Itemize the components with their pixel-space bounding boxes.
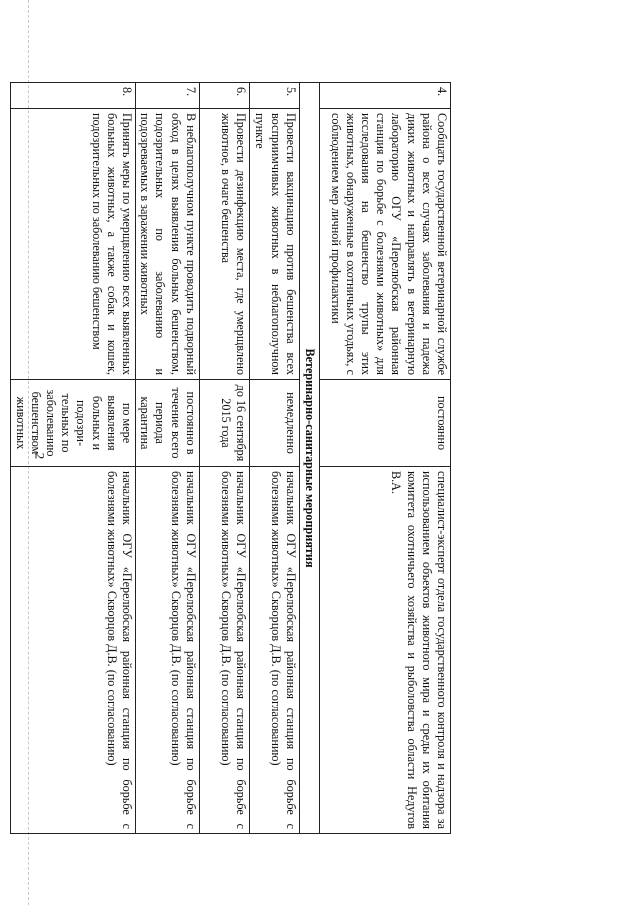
row-term: по мере выявления больных и подозри-тельных по заболеванию бешенством животных: [11, 380, 136, 467]
row-action: Принять меры по умерщвлению всех выявленных больных животных, а также собак и кошек, подозрительных по заболеванию бешенством: [11, 109, 136, 380]
row-term: до 16 сентября 2015 года: [199, 380, 249, 467]
row-term: постоянно: [320, 380, 451, 467]
section-row: [299, 83, 319, 834]
table-row: [320, 83, 451, 834]
row-responsible: начальник ОГУ «Перелюбская районная станция по борьбе с болезнями животных» Скворцов Д.В. (по согласованию): [11, 467, 136, 834]
row-number: 6.: [199, 83, 249, 109]
row-action: Сообщать государственной ветеринарной службе района о всех случаях заболевания и падежа диких животных и направлять в ветеринарную лабораторию ОГУ «Перелюбская районная станция по борьбе с болезнями животных» для исследования на бешенство трупы этих животных, обнаруженные в охотничьих угодьях, с соблюдением мер личной профилактики: [320, 109, 451, 380]
row-action: Провести дезинфекцию места, где умерщвлено животное, в очаге бешенства: [199, 109, 249, 380]
row-number: 8.: [11, 83, 136, 109]
table-sheet: [13, 82, 451, 834]
row-number: 7.: [135, 83, 199, 109]
row-responsible: специалист-эксперт отдела государственного контроля и надзора за использованием объектов животного мира и среды их обитания комитета охотничьего хозяйства и рыболовства области Недугов В.А.: [320, 467, 451, 834]
table-row: [11, 83, 136, 834]
row-responsible: начальник ОГУ «Перелюбская районная станция по борьбе с болезнями животных» Скворцов Д.В. (по согласованию): [249, 467, 299, 834]
section-title: Ветеринарно-санитарные мероприятия: [299, 83, 319, 834]
table-row: [249, 83, 299, 834]
row-action: Провести вакцинацию против бешенства всех восприимчивых животных в неблагополучном пункте: [249, 109, 299, 380]
rotated-table-container: [13, 82, 451, 834]
row-term: немедленно: [249, 380, 299, 467]
page-number: 2: [32, 452, 48, 460]
row-number: 5.: [249, 83, 299, 109]
table-row: [199, 83, 249, 834]
row-action: В неблагополучном пункте проводить подворный обход в целях выявления больных бешенством, подозрительных по заболеванию и подозреваемых в заражении животных: [135, 109, 199, 380]
measures-table: [10, 82, 451, 834]
row-term: постоянно в течение всего периода карантина: [135, 380, 199, 467]
row-responsible: начальник ОГУ «Перелюбская районная станция по борьбе с болезнями животных» Скворцов Д.В. (по согласованию): [135, 467, 199, 834]
row-number: 4.: [320, 83, 451, 109]
row-responsible: начальник ОГУ «Перелюбская районная станция по борьбе с болезнями животных» Скворцов Д.В. (по согласованию): [199, 467, 249, 834]
table-row: [135, 83, 199, 834]
